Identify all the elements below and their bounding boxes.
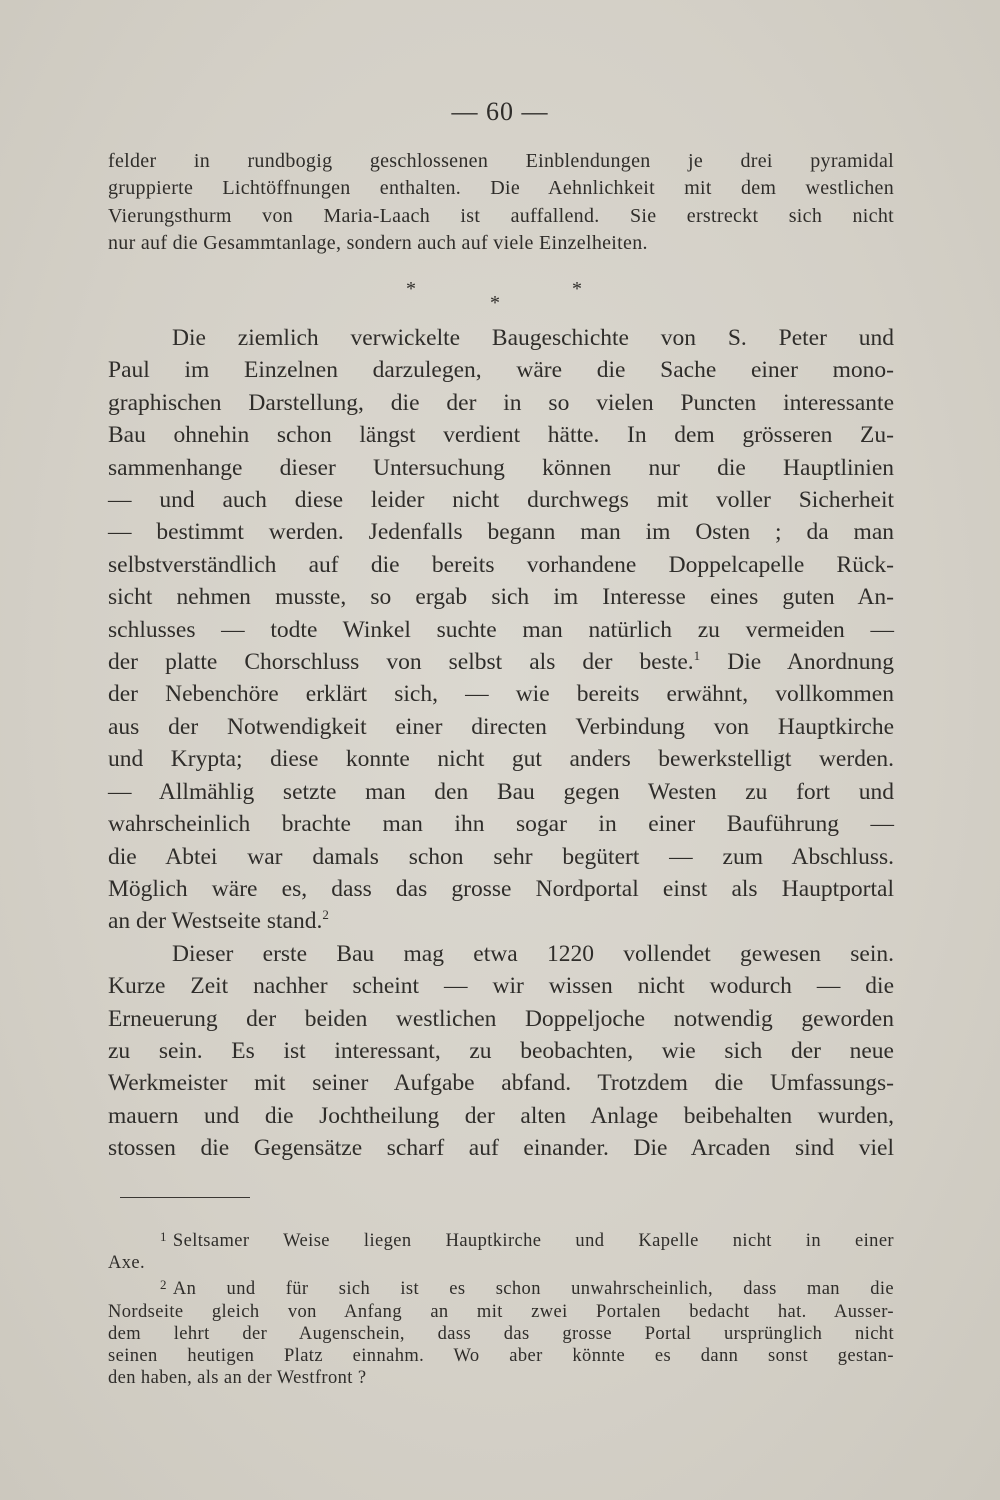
text-line: sammenhange dieser Untersuchung können nur die Hauptlinien [108,454,894,481]
footnote-line [108,1274,894,1300]
text-line: die Abtei war damals schon sehr begütert — zum Abschluss. [108,843,894,870]
text-line: Kurze Zeit nachher scheint — wir wissen nicht wodurch — die [108,973,894,1000]
section-separator [0,270,1000,320]
footnote-marker: 1 [160,1229,167,1244]
footnote-line: den haben, als an der Westfront ? [108,1368,367,1389]
text-line: wahrscheinlich brachte man ihn sogar in einer Bauführung — [108,811,894,838]
text-line: sicht nehmen musste, so ergab sich im Interesse eines guten An- [108,584,894,611]
text-segment: An und für sich ist es schon unwahrscheinlich, dass man die [172,1279,894,1300]
footnote-marker: 2 [160,1277,167,1293]
text-line: zu sein. Es ist interessant, zu beobachten, wie sich der neue [108,1037,894,1064]
text-line-with-footnote [108,646,894,678]
text-line: Werkmeister mit seiner Aufgabe abfand. Trotzdem die Umfassungs- [108,1070,894,1097]
text-line: selbstverständlich auf die bereits vorhandene Doppelcapelle Rück- [108,551,894,578]
footnote-line [108,1226,894,1252]
footnote-line: Nordseite gleich von Anfang an mit zwei Portalen bedacht hat. Ausser- [108,1301,894,1322]
footnote-ref: 2 [322,907,329,923]
text-line: schlusses — todte Winkel suchte man natürlich zu vermeiden — [108,616,894,643]
continuation-paragraph [108,148,894,257]
footnote-line: seinen heutigen Platz einnahm. Wo aber könnte es dann sonst gestan- [108,1346,894,1367]
text-line: felder in rundbogig geschlossenen Einblendungen je drei pyramidal [108,150,894,172]
main-paragraphs [108,322,894,1165]
text-line-with-footnote [108,905,894,937]
text-line: und Krypta; diese konnte nicht gut anders bewerkstelligt werden. [108,746,894,773]
text-line: — Allmählig setzte man den Bau gegen Westen zu fort und [108,778,894,805]
asterisk: * [490,292,500,314]
text-line: der Nebenchöre erklärt sich, — wie bereits erwähnt, vollkommen [108,681,894,708]
text-line: Die ziemlich verwickelte Baugeschichte von S. Peter und [172,325,894,351]
text-line: Möglich wäre es, dass das grosse Nordportal einst als Hauptportal [108,875,894,902]
text-line: mauern und die Jochtheilung der alten Anlage beibehalten wurden, [108,1102,894,1129]
asterisk: * [406,278,416,300]
text-line: Bau ohnehin schon längst verdient hätte. In dem grösseren Zu- [108,422,894,449]
text-segment: der platte Chorschluss von selbst als der beste. [108,649,694,676]
footnotes [108,1226,894,1389]
text-line: Vierungsthurm von Maria-Laach ist auffallend. Sie erstreckt sich nicht [108,204,894,227]
text-line: stossen die Gegensätze scharf auf einander. Die Arcaden sind viel [108,1135,894,1162]
text-line: nur auf die Gesammtanlage, sondern auch auf viele Einzelheiten. [108,231,648,254]
text-line: gruppierte Lichtöffnungen enthalten. Die Aehnlichkeit mit dem westlichen [108,177,894,200]
page-number: — 60 — [451,97,549,126]
text-line: Dieser erste Bau mag etwa 1220 vollendet gewesen sein. [172,940,894,967]
footnote-ref: 1 [693,648,701,664]
asterisk: * [572,278,582,300]
footnote-line: dem lehrt der Augenschein, dass das grosse Portal ursprünglich nicht [108,1323,894,1344]
text-segment: Seltsamer Weise liegen Hauptkirche und Kapelle nicht in einer [172,1231,894,1251]
text-line: — bestimmt werden. Jedenfalls begann man im Osten ; da man [108,519,894,546]
text-line: — und auch diese leider nicht durchwegs mit voller Sicherheit [108,487,894,514]
text-line: graphischen Darstellung, die der in so vielen Puncten interessante [108,389,894,416]
footnote-divider [120,1197,250,1198]
text-line: aus der Notwendigkeit einer directen Verbindung von Hauptkirche [108,713,894,740]
text-line: Paul im Einzelnen darzulegen, wäre die Sache einer mono- [108,357,894,384]
text-segment: Die Anordnung [727,649,895,676]
text-line: Erneuerung der beiden westlichen Doppeljoche notwendig geworden [108,1005,894,1032]
footnote-line: Axe. [108,1253,146,1274]
text-segment: an der Westseite stand. [108,908,323,935]
